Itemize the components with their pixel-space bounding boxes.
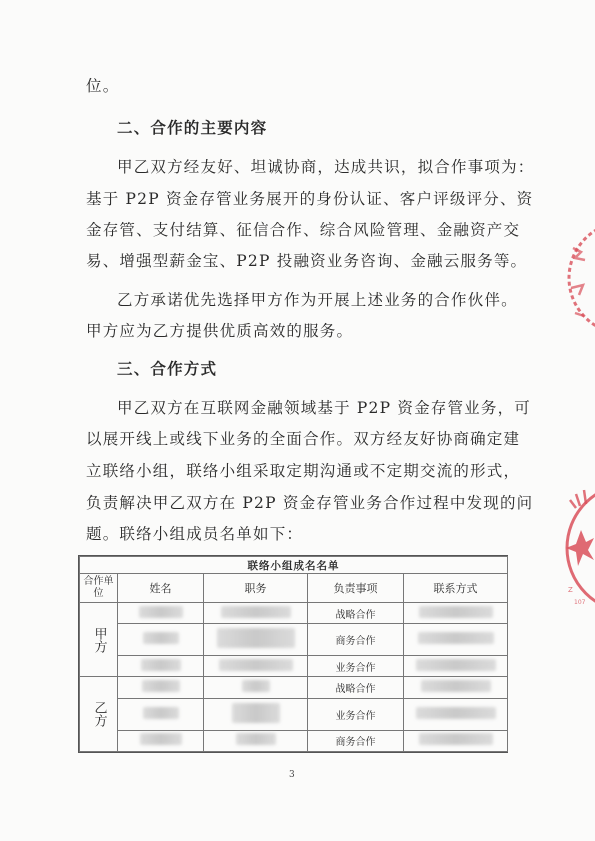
svg-text:Z: Z (568, 586, 573, 594)
text-line: 基于 P2P 资金存管业务展开的身份认证、客户评级评分、资 (86, 190, 534, 208)
section-heading-3: 三、合作方式 (117, 359, 218, 378)
duty-cell: 战略合作 (308, 603, 404, 624)
text-line: 位。 (86, 77, 120, 95)
text-line: 甲乙双方在互联网金融领域基于 P2P 资金存管业务，可 (117, 399, 531, 417)
column-header: 联系方式 (404, 574, 508, 603)
contact-cell (404, 656, 508, 677)
redacted-block (140, 733, 182, 745)
redacted-block (416, 707, 496, 719)
name-cell (118, 624, 204, 656)
redacted-block (232, 703, 280, 723)
position-cell (204, 730, 308, 751)
redacted-block (419, 733, 493, 745)
text-line: 甲乙双方经友好、坦诚协商，达成共识，拟合作事项为： (117, 158, 535, 176)
redacted-block (217, 628, 295, 648)
unit-cell: 乙方 (80, 677, 118, 752)
seal-stamp-icon (556, 480, 595, 615)
redacted-block (143, 632, 179, 644)
duty-cell: 业务合作 (308, 698, 404, 730)
redacted-block (219, 659, 293, 671)
text-line: 乙方承诺优先选择甲方作为开展上述业务的合作伙伴。 (117, 291, 518, 309)
redacted-block (141, 659, 181, 671)
position-cell (204, 656, 308, 677)
text-line: 甲方应为乙方提供优质高效的服务。 (86, 322, 354, 340)
duty-cell: 业务合作 (308, 656, 404, 677)
column-header: 姓名 (118, 574, 204, 603)
text-line: 立联络小组，联络小组采取定期沟通或不定期交流的形式， (86, 462, 521, 480)
contact-cell (404, 603, 508, 624)
redacted-block (221, 606, 291, 618)
position-cell (204, 603, 308, 624)
seal-stamp-icon (565, 218, 595, 338)
contact-cell (404, 698, 508, 730)
position-cell (204, 624, 308, 656)
page-number: 3 (289, 770, 295, 780)
name-cell (118, 677, 204, 698)
column-header: 合作单位 (80, 574, 118, 603)
svg-text:107: 107 (574, 599, 586, 606)
text-line: 以展开线上或线下业务的全面合作。双方经友好协商确定建 (86, 430, 521, 448)
duty-cell: 战略合作 (308, 677, 404, 698)
section-heading-2: 二、合作的主要内容 (117, 118, 268, 137)
name-cell (118, 603, 204, 624)
name-cell (118, 698, 204, 730)
redacted-block (143, 707, 179, 719)
column-header: 负责事项 (308, 574, 404, 603)
name-cell (118, 656, 204, 677)
duty-cell: 商务合作 (308, 730, 404, 751)
text-line: 题。联络小组成员名单如下： (86, 525, 304, 543)
text-line: 易、增强型薪金宝、P2P 投融资业务咨询、金融云服务等。 (86, 252, 528, 270)
table-title: 联络小组成名名单 (80, 557, 508, 574)
column-header: 职务 (204, 574, 308, 603)
contact-cell (404, 624, 508, 656)
position-cell (204, 677, 308, 698)
contact-cell (404, 730, 508, 751)
redacted-block (418, 632, 494, 644)
name-cell (118, 730, 204, 751)
unit-cell: 甲方 (80, 603, 118, 677)
redacted-block (142, 680, 180, 692)
redacted-block (419, 606, 493, 618)
contact-table (78, 555, 508, 753)
redacted-block (236, 733, 276, 745)
text-line: 负责解决甲乙双方在 P2P 资金存管业务合作过程中发现的问 (86, 494, 534, 512)
redacted-block (416, 659, 496, 671)
redacted-block (242, 680, 270, 692)
redacted-block (139, 606, 183, 618)
contact-cell (404, 677, 508, 698)
duty-cell: 商务合作 (308, 624, 404, 656)
text-line: 金存管、支付结算、征信合作、综合风险管理、金融资产交 (86, 221, 521, 239)
redacted-block (421, 680, 491, 692)
position-cell (204, 698, 308, 730)
